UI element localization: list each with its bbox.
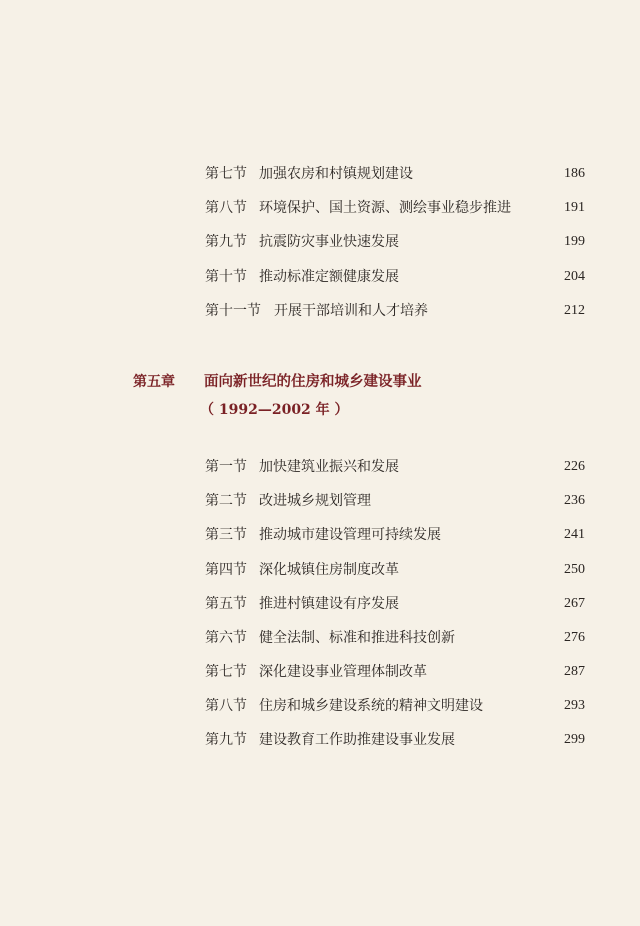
section-label: 第八节 bbox=[205, 698, 247, 714]
section-title: 推动城市建设管理可持续发展 bbox=[259, 527, 441, 543]
page-number: 276 bbox=[564, 630, 585, 645]
toc-entry[interactable] bbox=[0, 523, 640, 547]
section-label: 第十节 bbox=[205, 269, 247, 285]
section-label: 第七节 bbox=[205, 664, 247, 680]
toc-entry[interactable] bbox=[0, 694, 640, 718]
section-label: 第八节 bbox=[205, 200, 247, 216]
section-label: 第七节 bbox=[205, 166, 247, 182]
section-title: 健全法制、标准和推进科技创新 bbox=[259, 630, 455, 646]
section-title: 建设教育工作助推建设事业发展 bbox=[259, 732, 455, 748]
toc-entry[interactable] bbox=[0, 230, 640, 254]
toc-entry[interactable] bbox=[0, 728, 640, 752]
toc-entry[interactable] bbox=[0, 299, 640, 323]
toc-entry[interactable] bbox=[0, 558, 640, 582]
section-title: 深化城镇住房制度改革 bbox=[259, 562, 399, 578]
page-number: 267 bbox=[564, 596, 585, 611]
section-title: 加强农房和村镇规划建设 bbox=[259, 166, 413, 182]
page-number: 241 bbox=[564, 527, 585, 542]
section-title: 开展干部培训和人才培养 bbox=[274, 303, 428, 319]
section-label: 第九节 bbox=[205, 732, 247, 748]
page-number: 226 bbox=[564, 459, 585, 474]
section-title: 深化建设事业管理体制改革 bbox=[259, 664, 427, 680]
toc-entry[interactable] bbox=[0, 592, 640, 616]
chapter-title: 面向新世纪的住房和城乡建设事业 bbox=[204, 373, 422, 390]
section-title: 抗震防灾事业快速发展 bbox=[259, 234, 399, 250]
toc-entry[interactable] bbox=[0, 489, 640, 513]
section-title: 改进城乡规划管理 bbox=[259, 493, 371, 509]
section-label: 第二节 bbox=[205, 493, 247, 509]
toc-entry[interactable] bbox=[0, 660, 640, 684]
page-number: 204 bbox=[564, 269, 585, 284]
section-title: 推动标准定额健康发展 bbox=[259, 269, 399, 285]
toc-entry[interactable] bbox=[0, 196, 640, 220]
toc-entry[interactable] bbox=[0, 626, 640, 650]
section-title: 加快建筑业振兴和发展 bbox=[259, 459, 399, 475]
page-number: 236 bbox=[564, 493, 585, 508]
section-label: 第十一节 bbox=[205, 303, 261, 319]
page-number: 293 bbox=[564, 698, 585, 713]
section-label: 第三节 bbox=[205, 527, 247, 543]
toc-entry[interactable] bbox=[0, 162, 640, 186]
page-number: 212 bbox=[564, 303, 585, 318]
section-label: 第四节 bbox=[205, 562, 247, 578]
page-number: 186 bbox=[564, 166, 585, 181]
toc-entry[interactable] bbox=[0, 455, 640, 479]
chapter-label: 第五章 bbox=[133, 374, 175, 390]
section-label: 第五节 bbox=[205, 596, 247, 612]
section-title: 环境保护、国土资源、测绘事业稳步推进 bbox=[259, 200, 511, 216]
page-number: 299 bbox=[564, 732, 585, 747]
page-number: 250 bbox=[564, 562, 585, 577]
section-label: 第六节 bbox=[205, 630, 247, 646]
section-label: 第九节 bbox=[205, 234, 247, 250]
page-number: 199 bbox=[564, 234, 585, 249]
section-title: 住房和城乡建设系统的精神文明建设 bbox=[259, 698, 483, 714]
chapter-years: （ 1992—2002 年 ） bbox=[200, 402, 349, 418]
page-number: 191 bbox=[564, 200, 585, 215]
section-title: 推进村镇建设有序发展 bbox=[259, 596, 399, 612]
page-number: 287 bbox=[564, 664, 585, 679]
section-label: 第一节 bbox=[205, 459, 247, 475]
toc-entry[interactable] bbox=[0, 265, 640, 289]
